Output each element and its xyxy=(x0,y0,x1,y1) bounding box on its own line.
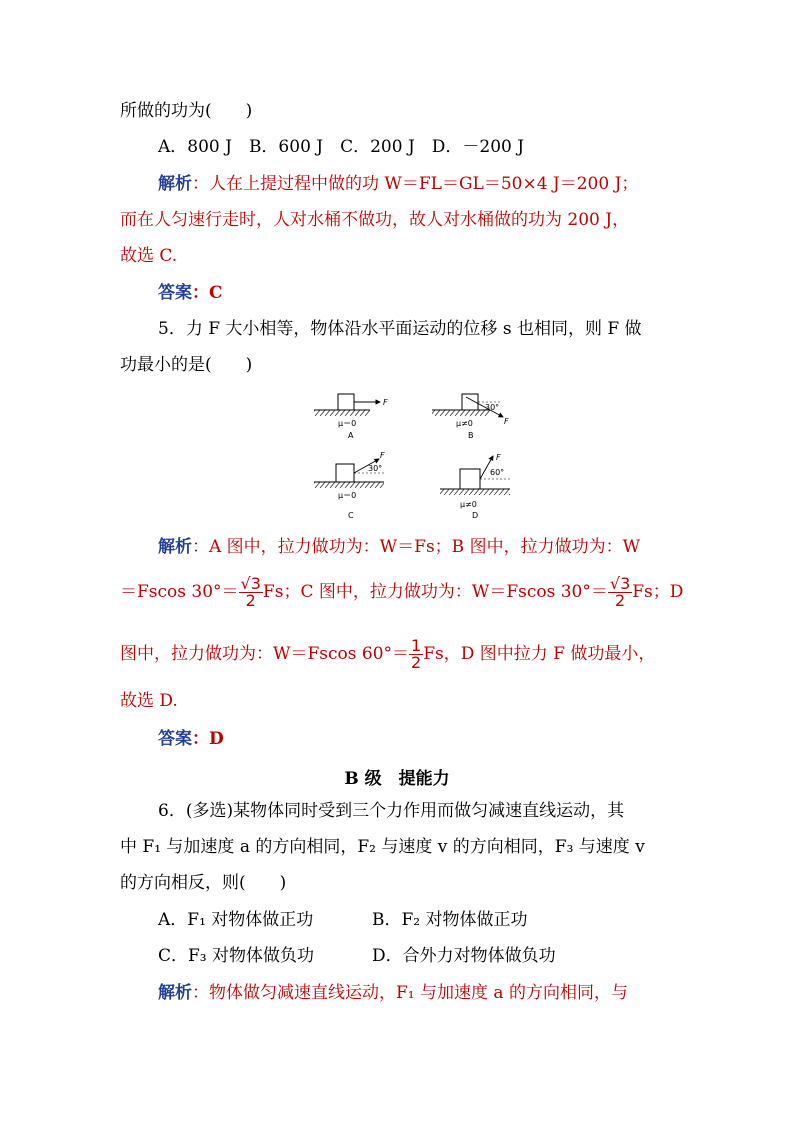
q4-answer xyxy=(158,282,223,304)
q5-analysis-line1 xyxy=(158,536,640,558)
answer-value: ：D xyxy=(192,729,224,749)
mu-label-c: μ＝0 xyxy=(338,491,357,500)
analysis-label: 解析 xyxy=(158,537,192,557)
q6-option-b: B．F₂ 对物体做正功 xyxy=(372,910,528,930)
fraction-denominator: 2 xyxy=(245,591,256,610)
q6-stem-line1: 6．(多选)某物体同时受到三个力作用而做匀减速直线运动，其 xyxy=(158,801,625,821)
q5-stem-line2: 功最小的是( ) xyxy=(120,355,253,375)
q5-answer xyxy=(158,728,224,750)
force-label-d: F xyxy=(496,453,501,462)
analysis-text: ：人在上提过程中做的功 W＝FL＝GL＝50×4 J＝200 J； xyxy=(192,174,639,194)
analysis-text: ：A 图中，拉力做功为：W＝Fs；B 图中，拉力做功为：W xyxy=(192,537,641,557)
diagram-c xyxy=(314,451,385,520)
diagram-label-a: A xyxy=(348,431,354,440)
q4-analysis-line1 xyxy=(158,173,638,195)
mu-label-a: μ＝0 xyxy=(338,419,357,428)
q5-analysis-line3 xyxy=(120,638,655,671)
force-diagrams-figure xyxy=(300,386,520,522)
q6-stem-line2: 中 F₁ 与加速度 a 的方向相同，F₂ 与速度 v 的方向相同，F₃ 与速度 v xyxy=(120,837,645,857)
formula-part: ＝Fscos 30°＝ xyxy=(120,582,239,602)
fraction-one-half xyxy=(409,638,423,671)
mu-label-d: μ≠0 xyxy=(460,500,477,509)
formula-part: Fs；C 图中，拉力做功为：W＝Fscos 30°＝ xyxy=(262,582,608,602)
formula-part: Fs，D 图中拉力 F 做功最小， xyxy=(423,644,656,664)
section-heading: B 级 提能力 xyxy=(344,769,450,789)
analysis-label: 解析 xyxy=(158,983,192,1003)
q4-options: A．800 J B．600 J C．200 J D．－200 J xyxy=(158,137,525,157)
analysis-label: 解析 xyxy=(158,174,192,194)
diagram-b xyxy=(432,394,509,440)
q6-option-c: C．F₃ 对物体做负功 xyxy=(158,946,315,966)
analysis-text: ：物体做匀减速直线运动，F₁ 与加速度 a 的方向相同，与 xyxy=(192,983,628,1003)
fraction-sqrt3-over-2 xyxy=(239,576,263,609)
q4-analysis-line3: 故选 C. xyxy=(120,246,178,266)
formula-part: 图中，拉力做功为：W＝Fscos 60°＝ xyxy=(120,644,410,664)
diagram-label-b: B xyxy=(468,431,474,440)
diagram-label-d: D xyxy=(472,511,479,520)
diagram-label-c: C xyxy=(348,511,354,520)
force-label-c: F xyxy=(380,451,385,460)
mu-label-b: μ≠0 xyxy=(456,419,473,428)
formula-part: Fs；D xyxy=(632,582,684,602)
angle-label-d: 60° xyxy=(490,468,505,477)
fraction-sqrt3-over-2 xyxy=(608,576,632,609)
diagram-a xyxy=(314,394,388,440)
angle-label-b: 30° xyxy=(485,403,500,412)
q6-analysis-line1 xyxy=(158,982,628,1004)
q4-analysis-line2: 而在人匀速行走时，人对水桶不做功，故人对水桶做的功为 200 J， xyxy=(120,210,630,230)
q5-stem-line1: 5．力 F 大小相等，物体沿水平面运动的位移 s 也相同，则 F 做 xyxy=(158,319,642,339)
fraction-numerator: 1 xyxy=(411,636,422,655)
q6-option-a: A．F₁ 对物体做正功 xyxy=(158,910,314,930)
q6-stem-line3: 的方向相反，则( ) xyxy=(120,873,287,893)
force-label-b: F xyxy=(504,417,509,426)
fraction-numerator: √3 xyxy=(609,574,631,593)
fraction-numerator: √3 xyxy=(240,574,261,593)
answer-value: ：C xyxy=(192,283,223,303)
fraction-denominator: 2 xyxy=(411,653,422,672)
answer-label: 答案 xyxy=(158,283,192,303)
diagram-d xyxy=(440,453,510,520)
angle-label-c: 30° xyxy=(368,464,383,473)
fraction-denominator: 2 xyxy=(614,591,626,610)
q5-analysis-line2 xyxy=(120,576,683,609)
answer-label: 答案 xyxy=(158,729,192,749)
q6-option-d: D．合外力对物体做负功 xyxy=(372,946,556,966)
q5-analysis-line4: 故选 D. xyxy=(120,691,178,711)
q4-stem-tail: 所做的功为( ) xyxy=(120,101,253,121)
force-label-a: F xyxy=(383,398,388,407)
